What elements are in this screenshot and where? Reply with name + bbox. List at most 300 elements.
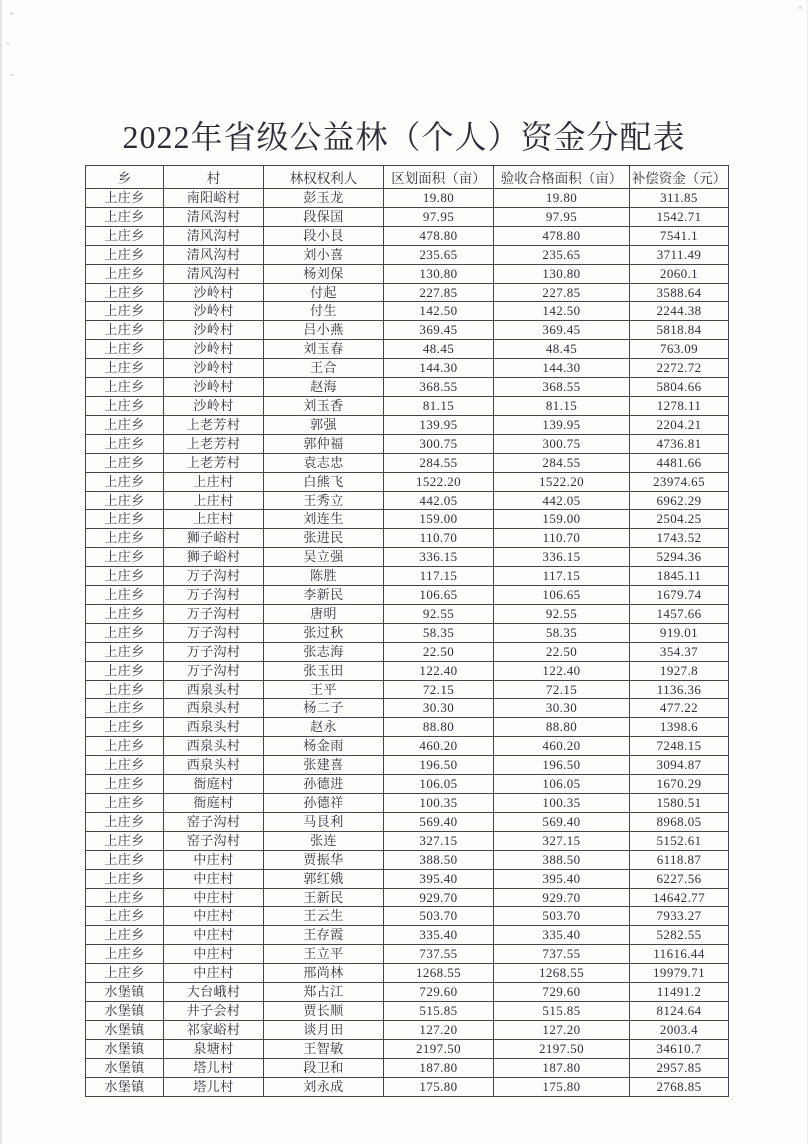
table-cell: 2768.85 bbox=[630, 1077, 729, 1096]
table-cell: 大台峨村 bbox=[164, 983, 264, 1002]
table-cell: 1845.11 bbox=[630, 567, 729, 586]
table-cell: 水堡镇 bbox=[86, 1039, 164, 1058]
table-cell: 7248.15 bbox=[630, 737, 729, 756]
table-row bbox=[86, 888, 729, 907]
table-cell: 中庄村 bbox=[164, 945, 264, 964]
table-cell: 478.80 bbox=[494, 226, 630, 245]
table-row bbox=[86, 491, 729, 510]
table-cell: 刘玉香 bbox=[264, 396, 384, 415]
table-cell: 227.85 bbox=[494, 283, 630, 302]
table-row bbox=[86, 775, 729, 794]
table-row bbox=[86, 548, 729, 567]
table-cell: 衙庭村 bbox=[164, 775, 264, 794]
table-cell: 清风沟村 bbox=[164, 245, 264, 264]
table-cell: 5804.66 bbox=[630, 378, 729, 397]
table-cell: 上庄乡 bbox=[86, 907, 164, 926]
table-cell: 92.55 bbox=[494, 604, 630, 623]
table-cell: 336.15 bbox=[494, 548, 630, 567]
table-cell: 100.35 bbox=[384, 794, 494, 813]
table-cell: 130.80 bbox=[384, 264, 494, 283]
table-row bbox=[86, 794, 729, 813]
table-cell: 478.80 bbox=[384, 226, 494, 245]
table-cell: 万子沟村 bbox=[164, 623, 264, 642]
table-cell: 1136.36 bbox=[630, 680, 729, 699]
column-header: 补偿资金（元） bbox=[630, 166, 729, 189]
table-cell: 贾振华 bbox=[264, 850, 384, 869]
table-cell: 144.30 bbox=[494, 359, 630, 378]
table-cell: 6118.87 bbox=[630, 850, 729, 869]
table-cell: 沙岭村 bbox=[164, 302, 264, 321]
table-cell: 22.50 bbox=[384, 642, 494, 661]
table-cell: 7541.1 bbox=[630, 226, 729, 245]
table-cell: 515.85 bbox=[384, 1001, 494, 1020]
table-row bbox=[86, 623, 729, 642]
table-cell: 窑子沟村 bbox=[164, 812, 264, 831]
table-row bbox=[86, 1001, 729, 1020]
table-cell: 上庄乡 bbox=[86, 434, 164, 453]
table-cell: 王存霞 bbox=[264, 926, 384, 945]
table-row bbox=[86, 983, 729, 1002]
table-cell: 杨金雨 bbox=[264, 737, 384, 756]
table-row bbox=[86, 283, 729, 302]
table-cell: 段保国 bbox=[264, 207, 384, 226]
table-cell: 上庄乡 bbox=[86, 396, 164, 415]
table-cell: 孙德祥 bbox=[264, 794, 384, 813]
table-cell: 王立平 bbox=[264, 945, 384, 964]
table-cell: 上庄乡 bbox=[86, 661, 164, 680]
table-cell: 11616.44 bbox=[630, 945, 729, 964]
table-cell: 泉塘村 bbox=[164, 1039, 264, 1058]
table-cell: 上庄乡 bbox=[86, 737, 164, 756]
table-cell: 88.80 bbox=[494, 718, 630, 737]
table-cell: 上庄乡 bbox=[86, 510, 164, 529]
table-cell: 1522.20 bbox=[494, 472, 630, 491]
table-row bbox=[86, 756, 729, 775]
table-row bbox=[86, 907, 729, 926]
table-cell: 1268.55 bbox=[494, 964, 630, 983]
table-cell: 上庄村 bbox=[164, 510, 264, 529]
table-cell: 王平 bbox=[264, 680, 384, 699]
table-cell: 7933.27 bbox=[630, 907, 729, 926]
scan-speck bbox=[799, 6, 802, 9]
table-cell: 赵永 bbox=[264, 718, 384, 737]
table-cell: 175.80 bbox=[384, 1077, 494, 1096]
table-cell: 569.40 bbox=[494, 812, 630, 831]
table-cell: 6227.56 bbox=[630, 869, 729, 888]
table-cell: 水堡镇 bbox=[86, 1077, 164, 1096]
table-row bbox=[86, 189, 729, 208]
table-cell: 34610.7 bbox=[630, 1039, 729, 1058]
column-header: 验收合格面积（亩） bbox=[494, 166, 630, 189]
table-cell: 3094.87 bbox=[630, 756, 729, 775]
table-cell: 孙德进 bbox=[264, 775, 384, 794]
table-cell: 97.95 bbox=[494, 207, 630, 226]
table-body bbox=[86, 189, 729, 1097]
table-cell: 30.30 bbox=[384, 699, 494, 718]
table-cell: 58.35 bbox=[384, 623, 494, 642]
table-row bbox=[86, 812, 729, 831]
table-cell: 西泉头村 bbox=[164, 737, 264, 756]
table-cell: 127.20 bbox=[494, 1020, 630, 1039]
table-cell: 8968.05 bbox=[630, 812, 729, 831]
column-header: 村 bbox=[164, 166, 264, 189]
table-cell: 503.70 bbox=[494, 907, 630, 926]
table-cell: 沙岭村 bbox=[164, 359, 264, 378]
table-row bbox=[86, 718, 729, 737]
table-cell: 196.50 bbox=[384, 756, 494, 775]
table-cell: 上庄乡 bbox=[86, 926, 164, 945]
table-row bbox=[86, 567, 729, 586]
table-cell: 142.50 bbox=[384, 302, 494, 321]
table-cell: 460.20 bbox=[494, 737, 630, 756]
table-cell: 唐明 bbox=[264, 604, 384, 623]
table-cell: 2197.50 bbox=[494, 1039, 630, 1058]
table-cell: 郑占江 bbox=[264, 983, 384, 1002]
header-row bbox=[86, 166, 729, 189]
table-cell: 11491.2 bbox=[630, 983, 729, 1002]
table-cell: 王新民 bbox=[264, 888, 384, 907]
table-cell: 上庄村 bbox=[164, 472, 264, 491]
table-cell: 3588.64 bbox=[630, 283, 729, 302]
table-cell: 王云生 bbox=[264, 907, 384, 926]
table-cell: 沙岭村 bbox=[164, 321, 264, 340]
table-cell: 上庄乡 bbox=[86, 207, 164, 226]
column-header: 区划面积（亩） bbox=[384, 166, 494, 189]
table-row bbox=[86, 529, 729, 548]
table-cell: 上老芳村 bbox=[164, 434, 264, 453]
table-cell: 上庄村 bbox=[164, 491, 264, 510]
table-cell: 117.15 bbox=[384, 567, 494, 586]
table-cell: 刘连生 bbox=[264, 510, 384, 529]
table-cell: 72.15 bbox=[494, 680, 630, 699]
table-cell: 737.55 bbox=[384, 945, 494, 964]
table-cell: 水堡镇 bbox=[86, 1001, 164, 1020]
table-cell: 8124.64 bbox=[630, 1001, 729, 1020]
table-row bbox=[86, 340, 729, 359]
table-cell: 上庄乡 bbox=[86, 378, 164, 397]
table-cell: 上庄乡 bbox=[86, 548, 164, 567]
table-cell: 284.55 bbox=[384, 453, 494, 472]
table-cell: 2197.50 bbox=[384, 1039, 494, 1058]
table-cell: 106.05 bbox=[494, 775, 630, 794]
table-cell: 水堡镇 bbox=[86, 983, 164, 1002]
table-cell: 上庄乡 bbox=[86, 794, 164, 813]
table-cell: 上庄乡 bbox=[86, 718, 164, 737]
table-cell: 张建喜 bbox=[264, 756, 384, 775]
page-title: 2022年省级公益林（个人）资金分配表 bbox=[122, 119, 686, 155]
table-cell: 2244.38 bbox=[630, 302, 729, 321]
table-cell: 235.65 bbox=[494, 245, 630, 264]
table-cell: 上庄乡 bbox=[86, 359, 164, 378]
table-cell: 清风沟村 bbox=[164, 264, 264, 283]
scan-speck bbox=[7, 42, 9, 45]
table-cell: 上庄乡 bbox=[86, 491, 164, 510]
table-cell: 张连 bbox=[264, 831, 384, 850]
scan-edge-artifact bbox=[0, 0, 2, 1144]
table-cell: 2272.72 bbox=[630, 359, 729, 378]
table-cell: 王秀立 bbox=[264, 491, 384, 510]
table-cell: 刘玉春 bbox=[264, 340, 384, 359]
table-cell: 沙岭村 bbox=[164, 283, 264, 302]
table-cell: 388.50 bbox=[494, 850, 630, 869]
table-cell: 23974.65 bbox=[630, 472, 729, 491]
table-cell: 335.40 bbox=[384, 926, 494, 945]
table-cell: 395.40 bbox=[384, 869, 494, 888]
table-cell: 1398.6 bbox=[630, 718, 729, 737]
table-cell: 万子沟村 bbox=[164, 661, 264, 680]
table-cell: 马艮利 bbox=[264, 812, 384, 831]
table-cell: 彭玉龙 bbox=[264, 189, 384, 208]
table-row bbox=[86, 699, 729, 718]
table-cell: 227.85 bbox=[384, 283, 494, 302]
table-cell: 477.22 bbox=[630, 699, 729, 718]
table-row bbox=[86, 1058, 729, 1077]
table-cell: 19979.71 bbox=[630, 964, 729, 983]
table-cell: 清风沟村 bbox=[164, 207, 264, 226]
table-row bbox=[86, 1020, 729, 1039]
table-cell: 上庄乡 bbox=[86, 302, 164, 321]
table-cell: 30.30 bbox=[494, 699, 630, 718]
table-cell: 368.55 bbox=[384, 378, 494, 397]
table-cell: 503.70 bbox=[384, 907, 494, 926]
table-row bbox=[86, 869, 729, 888]
table-cell: 106.05 bbox=[384, 775, 494, 794]
table-cell: 327.15 bbox=[494, 831, 630, 850]
table-cell: 上老芳村 bbox=[164, 453, 264, 472]
table-cell: 2504.25 bbox=[630, 510, 729, 529]
table-cell: 81.15 bbox=[494, 396, 630, 415]
table-row bbox=[86, 226, 729, 245]
table-cell: 106.65 bbox=[494, 586, 630, 605]
table-row bbox=[86, 680, 729, 699]
table-cell: 郭强 bbox=[264, 415, 384, 434]
table-cell: 6962.29 bbox=[630, 491, 729, 510]
table-cell: 上庄乡 bbox=[86, 453, 164, 472]
table-cell: 上庄乡 bbox=[86, 226, 164, 245]
table-cell: 142.50 bbox=[494, 302, 630, 321]
table-cell: 中庄村 bbox=[164, 964, 264, 983]
table-cell: 杨二子 bbox=[264, 699, 384, 718]
table-cell: 569.40 bbox=[384, 812, 494, 831]
table-cell: 19.80 bbox=[494, 189, 630, 208]
table-cell: 1927.8 bbox=[630, 661, 729, 680]
table-cell: 175.80 bbox=[494, 1077, 630, 1096]
table-cell: 369.45 bbox=[494, 321, 630, 340]
scan-speck bbox=[11, 74, 14, 76]
table-cell: 万子沟村 bbox=[164, 567, 264, 586]
table-cell: 中庄村 bbox=[164, 926, 264, 945]
table-cell: 1743.52 bbox=[630, 529, 729, 548]
table-cell: 上庄乡 bbox=[86, 623, 164, 642]
table-row bbox=[86, 604, 729, 623]
table-cell: 上庄乡 bbox=[86, 604, 164, 623]
table-row bbox=[86, 642, 729, 661]
table-cell: 369.45 bbox=[384, 321, 494, 340]
table-cell: 上老芳村 bbox=[164, 415, 264, 434]
table-cell: 5818.84 bbox=[630, 321, 729, 340]
table-cell: 万子沟村 bbox=[164, 604, 264, 623]
table-cell: 763.09 bbox=[630, 340, 729, 359]
table-cell: 祁家峪村 bbox=[164, 1020, 264, 1039]
table-cell: 19.80 bbox=[384, 189, 494, 208]
table-cell: 井子会村 bbox=[164, 1001, 264, 1020]
table-cell: 130.80 bbox=[494, 264, 630, 283]
table-cell: 赵海 bbox=[264, 378, 384, 397]
table-cell: 929.70 bbox=[494, 888, 630, 907]
table-cell: 西泉头村 bbox=[164, 756, 264, 775]
table-cell: 陈胜 bbox=[264, 567, 384, 586]
table-row bbox=[86, 1077, 729, 1096]
table-cell: 刘永成 bbox=[264, 1077, 384, 1096]
table-cell: 2003.4 bbox=[630, 1020, 729, 1039]
table-cell: 上庄乡 bbox=[86, 415, 164, 434]
table-cell: 上庄乡 bbox=[86, 964, 164, 983]
column-header: 乡 bbox=[86, 166, 164, 189]
table-cell: 水堡镇 bbox=[86, 1058, 164, 1077]
table-cell: 929.70 bbox=[384, 888, 494, 907]
table-cell: 上庄乡 bbox=[86, 869, 164, 888]
table-cell: 上庄乡 bbox=[86, 756, 164, 775]
table-cell: 300.75 bbox=[494, 434, 630, 453]
table-cell: 110.70 bbox=[494, 529, 630, 548]
table-cell: 张进民 bbox=[264, 529, 384, 548]
table-cell: 1278.11 bbox=[630, 396, 729, 415]
table-cell: 48.45 bbox=[384, 340, 494, 359]
table-cell: 159.00 bbox=[384, 510, 494, 529]
table-cell: 1670.29 bbox=[630, 775, 729, 794]
table-cell: 南阳峪村 bbox=[164, 189, 264, 208]
column-header: 林权权利人 bbox=[264, 166, 384, 189]
table-cell: 48.45 bbox=[494, 340, 630, 359]
table-cell: 塔儿村 bbox=[164, 1077, 264, 1096]
table-cell: 117.15 bbox=[494, 567, 630, 586]
table-cell: 97.95 bbox=[384, 207, 494, 226]
table-cell: 159.00 bbox=[494, 510, 630, 529]
table-cell: 4736.81 bbox=[630, 434, 729, 453]
table-row bbox=[86, 472, 729, 491]
table-cell: 5152.61 bbox=[630, 831, 729, 850]
table-cell: 杨刘保 bbox=[264, 264, 384, 283]
table-cell: 付生 bbox=[264, 302, 384, 321]
table-row bbox=[86, 661, 729, 680]
table-cell: 92.55 bbox=[384, 604, 494, 623]
table-cell: 袁志忠 bbox=[264, 453, 384, 472]
table-cell: 上庄乡 bbox=[86, 472, 164, 491]
table-cell: 谈月田 bbox=[264, 1020, 384, 1039]
table-cell: 衙庭村 bbox=[164, 794, 264, 813]
table-cell: 1580.51 bbox=[630, 794, 729, 813]
table-cell: 1522.20 bbox=[384, 472, 494, 491]
table-cell: 58.35 bbox=[494, 623, 630, 642]
table-cell: 上庄乡 bbox=[86, 850, 164, 869]
table-cell: 14642.77 bbox=[630, 888, 729, 907]
table-cell: 5282.55 bbox=[630, 926, 729, 945]
table-cell: 1268.55 bbox=[384, 964, 494, 983]
table-cell: 王智敏 bbox=[264, 1039, 384, 1058]
table-cell: 王合 bbox=[264, 359, 384, 378]
table-cell: 311.85 bbox=[630, 189, 729, 208]
table-cell: 235.65 bbox=[384, 245, 494, 264]
table-row bbox=[86, 964, 729, 983]
table-cell: 139.95 bbox=[384, 415, 494, 434]
table-cell: 张玉田 bbox=[264, 661, 384, 680]
table-row bbox=[86, 945, 729, 964]
table-cell: 442.05 bbox=[494, 491, 630, 510]
table-cell: 196.50 bbox=[494, 756, 630, 775]
table-row bbox=[86, 359, 729, 378]
table-cell: 上庄乡 bbox=[86, 680, 164, 699]
table-cell: 万子沟村 bbox=[164, 586, 264, 605]
table-cell: 729.60 bbox=[384, 983, 494, 1002]
table-cell: 122.40 bbox=[494, 661, 630, 680]
table-cell: 460.20 bbox=[384, 737, 494, 756]
table-cell: 中庄村 bbox=[164, 850, 264, 869]
table-cell: 郭红娥 bbox=[264, 869, 384, 888]
table-cell: 上庄乡 bbox=[86, 567, 164, 586]
table-cell: 919.01 bbox=[630, 623, 729, 642]
table-cell: 中庄村 bbox=[164, 888, 264, 907]
table-row bbox=[86, 396, 729, 415]
table-row bbox=[86, 453, 729, 472]
table-row bbox=[86, 434, 729, 453]
table-cell: 上庄乡 bbox=[86, 831, 164, 850]
table-cell: 上庄乡 bbox=[86, 245, 164, 264]
table-cell: 737.55 bbox=[494, 945, 630, 964]
table-cell: 窑子沟村 bbox=[164, 831, 264, 850]
table-cell: 110.70 bbox=[384, 529, 494, 548]
table-row bbox=[86, 264, 729, 283]
table-cell: 段卫和 bbox=[264, 1058, 384, 1077]
table-cell: 张志海 bbox=[264, 642, 384, 661]
table-cell: 狮子峪村 bbox=[164, 548, 264, 567]
table-cell: 388.50 bbox=[384, 850, 494, 869]
table-cell: 吴立强 bbox=[264, 548, 384, 567]
table-cell: 张过秋 bbox=[264, 623, 384, 642]
table-cell: 上庄乡 bbox=[86, 586, 164, 605]
table-cell: 515.85 bbox=[494, 1001, 630, 1020]
table-cell: 88.80 bbox=[384, 718, 494, 737]
table-cell: 2060.1 bbox=[630, 264, 729, 283]
table-cell: 清风沟村 bbox=[164, 226, 264, 245]
table-cell: 2957.85 bbox=[630, 1058, 729, 1077]
table-cell: 沙岭村 bbox=[164, 340, 264, 359]
table-row bbox=[86, 586, 729, 605]
table-cell: 上庄乡 bbox=[86, 699, 164, 718]
table-row bbox=[86, 378, 729, 397]
table-cell: 沙岭村 bbox=[164, 378, 264, 397]
table-cell: 368.55 bbox=[494, 378, 630, 397]
table-cell: 白熊飞 bbox=[264, 472, 384, 491]
table-cell: 5294.36 bbox=[630, 548, 729, 567]
table-cell: 139.95 bbox=[494, 415, 630, 434]
table-cell: 吕小燕 bbox=[264, 321, 384, 340]
table-cell: 上庄乡 bbox=[86, 340, 164, 359]
table-cell: 100.35 bbox=[494, 794, 630, 813]
table-cell: 段小艮 bbox=[264, 226, 384, 245]
table-row bbox=[86, 737, 729, 756]
table-cell: 上庄乡 bbox=[86, 775, 164, 794]
table-cell: 187.80 bbox=[494, 1058, 630, 1077]
table-cell: 300.75 bbox=[384, 434, 494, 453]
table-row bbox=[86, 510, 729, 529]
table-cell: 81.15 bbox=[384, 396, 494, 415]
table-cell: 729.60 bbox=[494, 983, 630, 1002]
table-cell: 2204.21 bbox=[630, 415, 729, 434]
table-cell: 4481.66 bbox=[630, 453, 729, 472]
table-cell: 284.55 bbox=[494, 453, 630, 472]
table-cell: 上庄乡 bbox=[86, 812, 164, 831]
table-cell: 刘小喜 bbox=[264, 245, 384, 264]
